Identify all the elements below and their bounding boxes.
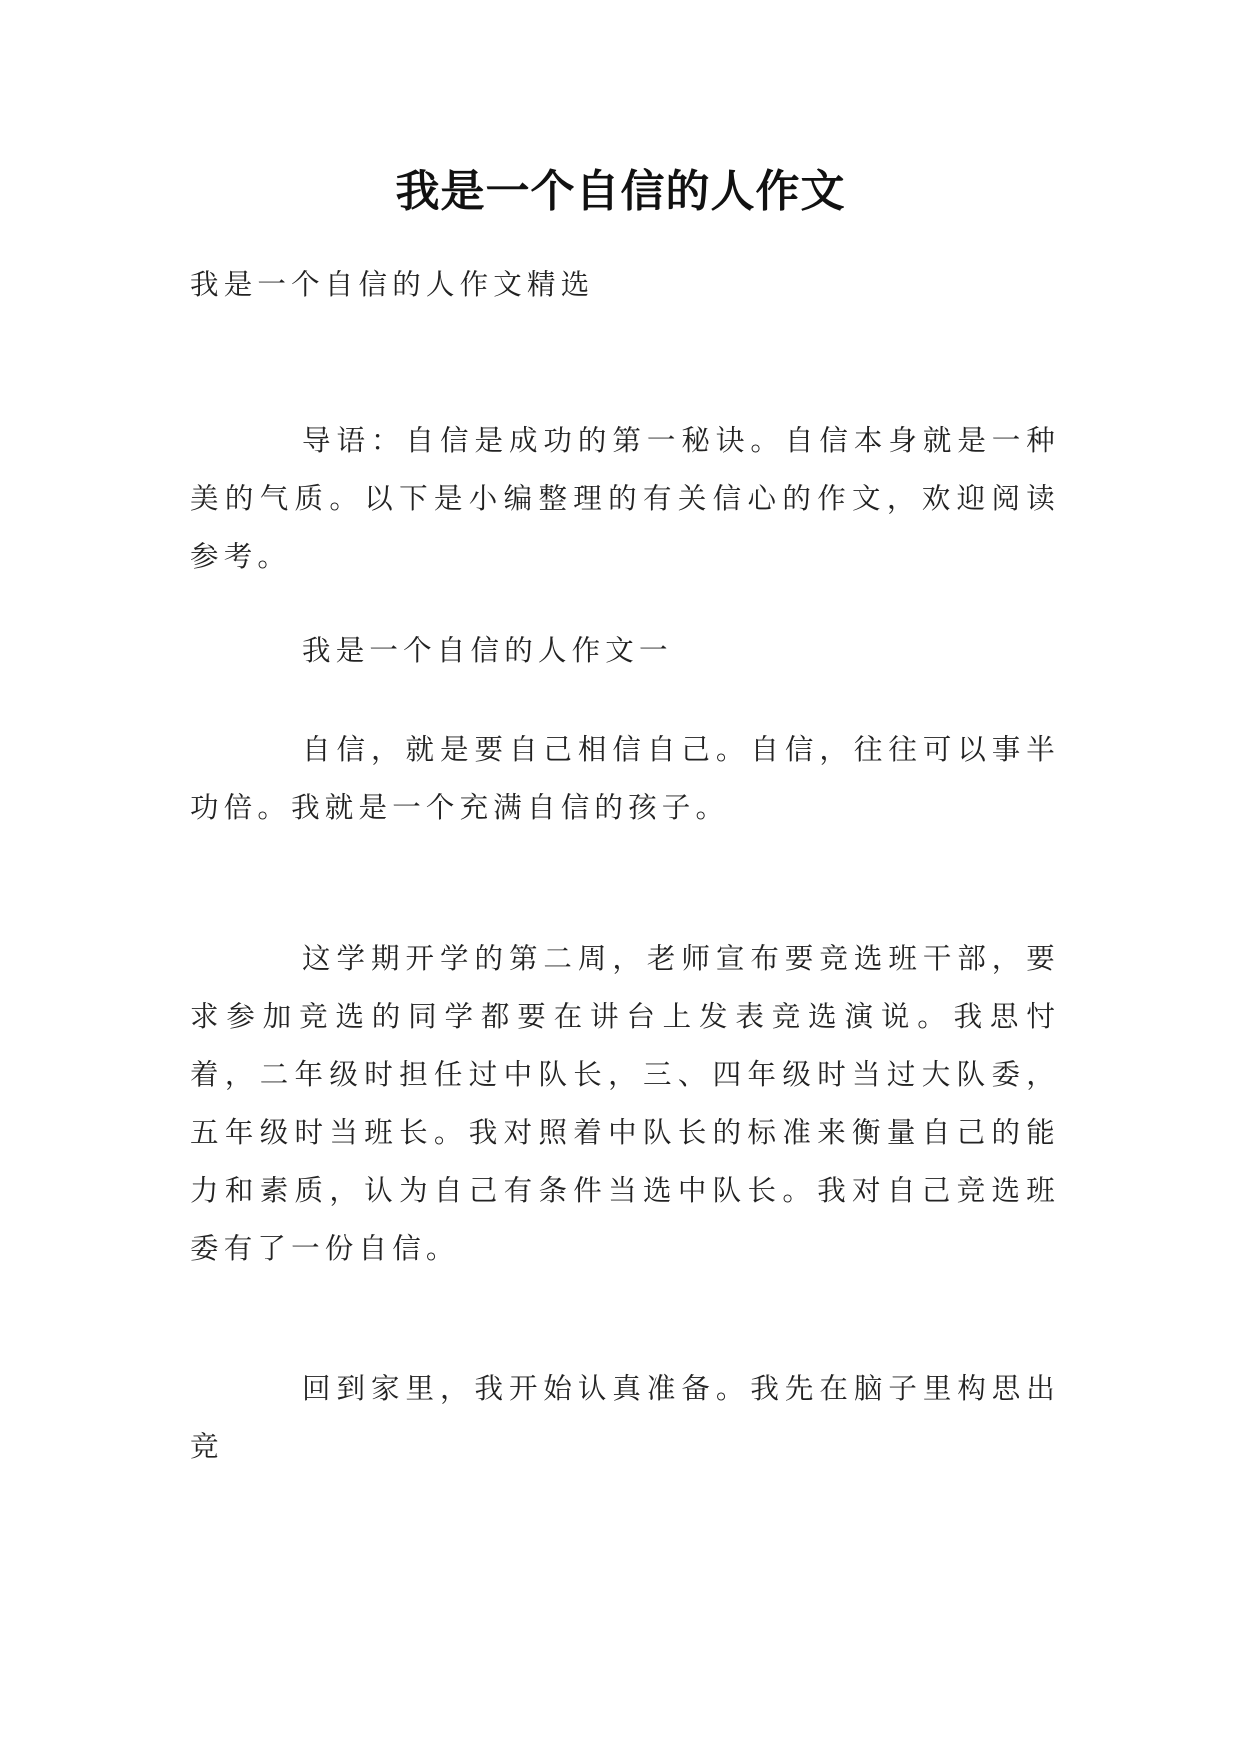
paragraph-text: 自信，就是要自己相信自己。自信，往往可以事半功倍。我就是一个充满自信的孩子。	[190, 733, 1060, 824]
body-paragraph-1	[190, 721, 1060, 837]
paragraph-text: 回到家里，我开始认真准备。我先在脑子里构思出竞	[190, 1372, 1060, 1463]
intro-paragraph	[190, 412, 1060, 586]
section-heading: 我是一个自信的人作文一	[302, 634, 673, 667]
document-subtitle: 我是一个自信的人作文精选	[190, 268, 595, 301]
intro-text: 导语：自信是成功的第一秘诀。自信本身就是一种美的气质。以下是小编整理的有关信心的作文，欢迎阅读参考。	[190, 424, 1060, 573]
paragraph-text: 这学期开学的第二周，老师宣布要竞选班干部，要求参加竞选的同学都要在讲台上发表竞选演说。我思忖着，二年级时担任过中队长，三、四年级时当过大队委，五年级时当班长。我对照着中队长的标准来衡量自己的能力和素质，认为自己有条件当选中队长。我对自己竞选班委有了一份自信。	[190, 942, 1060, 1265]
document-title: 我是一个自信的人作文	[395, 166, 846, 217]
body-paragraph-3	[190, 1360, 1060, 1476]
body-paragraph-2	[190, 930, 1060, 1278]
